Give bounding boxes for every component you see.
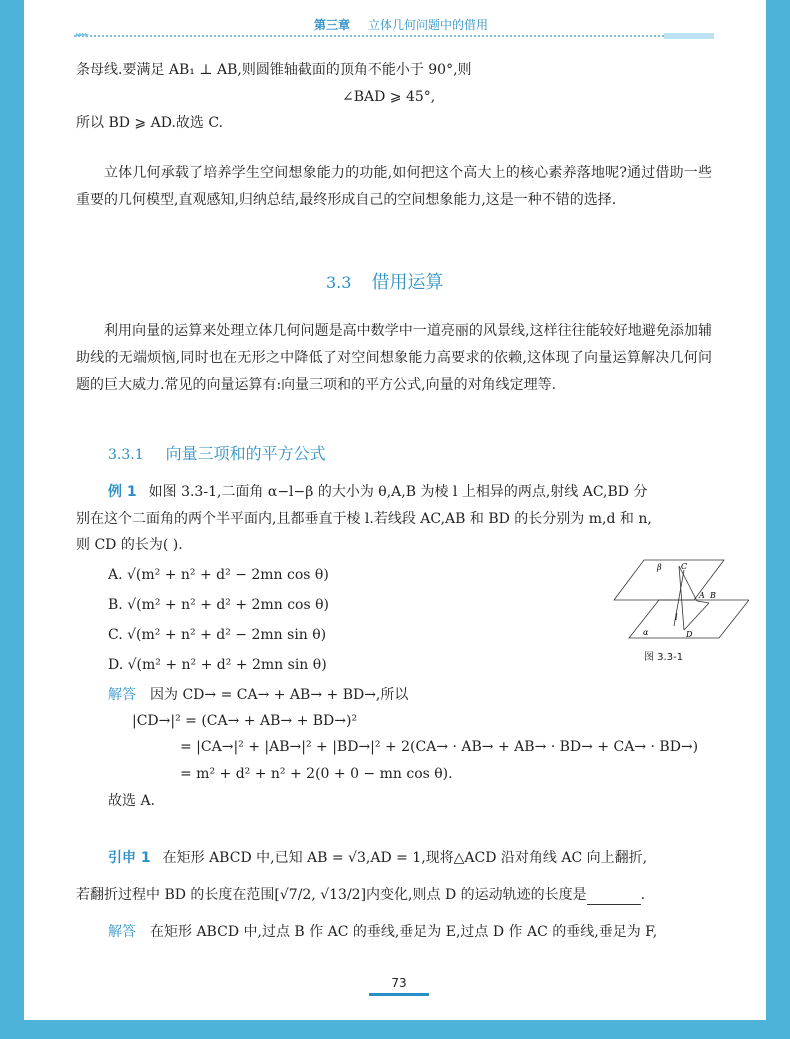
label-c: C xyxy=(681,562,688,571)
solution-line: |CD→|² = (CA→ + AB→ + BD→)² xyxy=(132,713,358,729)
subsection-number: 3.3.1 xyxy=(108,447,144,463)
example-line: 则 CD 的长为( ). xyxy=(76,537,183,553)
solution2-label: 解答 xyxy=(108,924,136,940)
header-dotted-rule xyxy=(74,35,664,37)
section-title-text: 借用运算 xyxy=(371,272,444,293)
paragraph: 利用向量的运算来处理立体几何问题是高中数学中一道亮丽的风景线,这样往往能较好地避免添加辅助线的无端烦恼,同时也在无形之中降低了对空间想象能力高要求的依赖,这体现了向量运算解决几何问题的巨大威力.常见的向量运算有:向量三项和的平方公式,向量的对角线定理等. xyxy=(76,323,712,393)
answer-blank xyxy=(587,890,641,905)
plane-beta xyxy=(614,560,724,600)
example-line xyxy=(108,482,647,502)
subsection-title-text: 向量三项和的平方公式 xyxy=(165,444,326,463)
solution-text: 因为 CD→ = CA→ + AB→ + BD→,所以 xyxy=(150,687,409,703)
segment-ab xyxy=(697,601,709,603)
section-number: 3.3 xyxy=(326,273,352,292)
extension-line xyxy=(108,848,647,868)
option-d: D. √(m² + n² + d² + 2mn sin θ) xyxy=(108,657,327,673)
label-a: A xyxy=(699,591,705,600)
extension-text: 若翻折过程中 BD 的长度在范围[√7/2, √13/2]内变化,则点 D 的运动轨迹的长度是 xyxy=(76,887,587,903)
dihedral-figure xyxy=(599,558,749,643)
segment-db xyxy=(684,603,709,630)
option-c: C. √(m² + n² + d² − 2mn sin θ) xyxy=(108,627,327,643)
label-d: D xyxy=(686,630,693,639)
solution-line: 故选 A. xyxy=(108,793,156,809)
solution-line xyxy=(108,685,408,705)
header-arrows-icon: ▸▸▸▸ xyxy=(76,30,89,39)
extension-text: 在矩形 ABCD 中,已知 AB = √3,AD = 1,现将△ACD 沿对角线 AC 向上翻折, xyxy=(162,850,648,866)
option-a: A. √(m² + n² + d² − 2mn cos θ) xyxy=(108,567,329,583)
header-title xyxy=(314,16,488,33)
text-line: 条母线.要满足 AB₁ ⊥ AB,则圆锥轴截面的顶角不能小于 90°,则 xyxy=(76,62,472,78)
page xyxy=(24,0,766,1020)
label-b: B xyxy=(710,591,716,600)
paragraph: 立体几何承载了培养学生空间想象能力的功能,如何把这个高大上的核心素养落地呢?通过借助一些重要的几何模型,直观感知,归纳总结,最终形成自己的空间想象能力,这是一种不错的选择. xyxy=(76,165,712,208)
solution-line: = |CA→|² + |AB→|² + |BD→|² + 2(CA→ · AB→ + AB→ · BD→ + CA→ · BD→) xyxy=(180,739,699,755)
label-alpha: α xyxy=(643,628,649,637)
text-line: 所以 BD ⩾ AD.故选 C. xyxy=(76,115,223,131)
example-text: 如图 3.3-1,二面角 α−l−β 的大小为 θ,A,B 为棱 l 上相异的两点,射线 AC,BD 分 xyxy=(148,484,648,500)
subsection-title xyxy=(108,441,326,464)
running-header xyxy=(24,6,766,38)
label-l: l xyxy=(675,613,678,622)
solution-line: = m² + d² + n² + 2(0 + 0 − mn cos θ). xyxy=(180,766,453,782)
example-line: 别在这个二面角的两个半平面内,且都垂直于棱 l.若线段 AC,AB 和 BD 的长分别为 m,d 和 n, xyxy=(76,511,652,527)
figure-caption: 图 3.3-1 xyxy=(644,652,684,663)
page-number-bar xyxy=(369,993,429,996)
extension-period: . xyxy=(640,887,646,903)
extension-label: 引申 1 xyxy=(108,850,151,866)
solution2-line xyxy=(108,922,657,942)
label-beta: β xyxy=(657,563,662,572)
option-b: B. √(m² + n² + d² + 2mn cos θ) xyxy=(108,597,329,613)
section-title xyxy=(326,268,443,294)
header-bar xyxy=(664,33,714,39)
extension-line xyxy=(76,885,645,905)
header-chapter: 第三章 xyxy=(314,18,351,32)
solution2-text: 在矩形 ABCD 中,过点 B 作 AC 的垂线,垂足为 E,过点 D 作 AC 的垂线,垂足为 F, xyxy=(150,924,658,940)
example-label: 例 1 xyxy=(108,484,137,500)
solution-label: 解答 xyxy=(108,687,136,703)
header-chapter-title: 立体几何问题中的借用 xyxy=(368,18,489,32)
text-line: ∠BAD ⩾ 45°, xyxy=(342,89,436,105)
page-number: 73 xyxy=(391,976,407,990)
